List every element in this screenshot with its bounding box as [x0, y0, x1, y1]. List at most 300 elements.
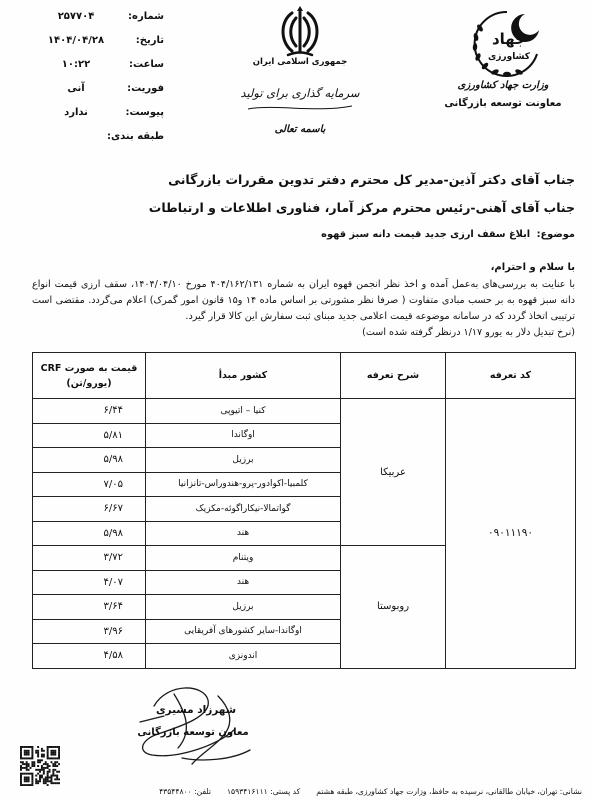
qr-module: [20, 765, 22, 767]
qr-module: [28, 763, 30, 765]
qr-module: [54, 782, 56, 784]
qr-module: [47, 757, 49, 759]
qr-module: [22, 763, 24, 765]
meta-value: ندارد: [64, 106, 88, 118]
qr-module: [49, 780, 51, 782]
qr-module: [41, 748, 43, 750]
qr-module: [52, 750, 54, 752]
qr-module: [26, 761, 28, 763]
qr-module: [54, 761, 56, 763]
footer-phone: [159, 786, 211, 798]
year-slogan: سرمایه گذاری برای تولید: [240, 86, 360, 100]
qr-module: [39, 761, 41, 763]
qr-module: [31, 765, 33, 767]
qr-module: [47, 765, 49, 767]
qr-module: [54, 775, 56, 777]
qr-module: [35, 752, 37, 754]
qr-module: [24, 754, 26, 756]
qr-module: [50, 761, 52, 763]
qr-module: [49, 757, 51, 759]
qr-module: [26, 776, 28, 778]
emblem-strokes: [283, 12, 317, 55]
qr-module: [50, 746, 52, 748]
qr-module: [52, 757, 54, 759]
qr-module: [35, 750, 37, 752]
qr-module: [47, 771, 49, 773]
iran-emblem-icon: [270, 6, 330, 58]
meta-label: طبقه بندی:: [106, 130, 164, 142]
qr-module: [31, 754, 33, 756]
qr-module: [24, 776, 26, 778]
qr-module: [31, 763, 33, 765]
qr-module: [43, 763, 45, 765]
qr-module: [20, 748, 22, 750]
qr-module: [41, 750, 43, 752]
qr-module: [54, 769, 56, 771]
qr-module: [47, 754, 49, 756]
letter-body: [32, 277, 575, 341]
qr-module: [28, 769, 30, 771]
qr-module: [58, 756, 60, 758]
qr-module: [24, 757, 26, 759]
origin-cell: اندونزی: [146, 644, 341, 669]
qr-module: [28, 746, 30, 748]
qr-module: [31, 761, 33, 763]
recipients: [17, 166, 575, 222]
qr-module: [35, 782, 37, 784]
qr-module: [49, 776, 51, 778]
qr-module: [28, 750, 30, 752]
qr-module: [20, 769, 22, 771]
qr-module: [20, 776, 22, 778]
qr-module: [41, 767, 43, 769]
qr-module: [39, 759, 41, 761]
qr-module: [26, 757, 28, 759]
qr-module: [24, 773, 26, 775]
qr-module: [43, 780, 45, 782]
qr-module: [54, 752, 56, 754]
qr-module: [28, 773, 30, 775]
qr-module: [35, 769, 37, 771]
qr-module: [37, 782, 39, 784]
footer-phone-label: تلفن:: [194, 787, 211, 796]
price-cell: ۶/۶۷: [33, 497, 146, 522]
qr-module: [58, 771, 60, 773]
qr-module: [20, 757, 22, 759]
qr-module: [26, 763, 28, 765]
qr-module: [28, 752, 30, 754]
qr-module: [47, 746, 49, 748]
qr-module: [43, 771, 45, 773]
meta-attachment: [42, 100, 164, 124]
qr-module: [22, 784, 24, 786]
qr-module: [39, 775, 41, 777]
qr-module: [47, 752, 49, 754]
body-paragraph: با عنایت به بررسی‌های به‌عمل آمده و اخذ نظر انجمن قهوه ایران به شماره ۴۰۴/۱۶۲/۱۳۱ مورخ ۱۴۰۴/۰۴/۱۰، سقف ارزی قیمت انواع دانه سبز قهوه به بر حسب مبادی متفاوت ( صرفا نظر مشورتی بر اساس ماده ۱۴ و۱۵ قانون امور گمرک) اعلام می‌گردد. مقتضی است ترتیبی اتخاذ گردد که در سامانه موضوعه قیمت اعلامی جدید مبنای ثبت سفارش این کالا قرار گیرد.: [32, 279, 575, 322]
qr-module: [26, 765, 28, 767]
qr-module: [47, 776, 49, 778]
qr-module: [58, 746, 60, 748]
qr-module: [58, 778, 60, 780]
qr-module: [41, 769, 43, 771]
qr-module: [47, 775, 49, 777]
qr-module: [54, 763, 56, 765]
qr-module: [56, 746, 58, 748]
slogan-flourish: [246, 103, 354, 113]
qr-module: [45, 767, 47, 769]
qr-module: [26, 784, 28, 786]
price-cell: ۳/۶۴: [33, 595, 146, 620]
price-cell: ۵/۹۸: [33, 521, 146, 546]
qr-module: [37, 780, 39, 782]
price-cell: ۴/۰۷: [33, 570, 146, 595]
qr-module: [37, 765, 39, 767]
qr-module: [58, 757, 60, 759]
qr-module: [28, 754, 30, 756]
qr-module: [58, 748, 60, 750]
qr-module: [26, 780, 28, 782]
qr-module: [49, 765, 51, 767]
qr-module: [20, 782, 22, 784]
qr-module: [30, 767, 32, 769]
qr-module: [52, 773, 54, 775]
qr-module: [26, 773, 28, 775]
qr-module: [26, 778, 28, 780]
department-name: معاونت توسعه بازرگانی: [444, 98, 562, 109]
qr-module: [43, 782, 45, 784]
qr-module: [37, 756, 39, 758]
qr-module: [41, 756, 43, 758]
qr-module: [22, 773, 24, 775]
meta-value: ۱۰:۲۲: [61, 58, 91, 70]
qr-module: [31, 748, 33, 750]
exchange-rate-note: (نرخ تبدیل دلار به یورو ۱/۱۷ درنظر گرفته شده است): [362, 327, 575, 338]
footer-postal: [227, 786, 300, 798]
ministry-name: وزارت جهاد کشاورزی: [457, 80, 549, 91]
meta-label: شماره:: [128, 10, 164, 22]
qr-module: [41, 775, 43, 777]
qr-module: [56, 776, 58, 778]
table-row: [33, 399, 576, 424]
qr-module: [37, 752, 39, 754]
qr-module: [58, 754, 60, 756]
qr-module: [50, 750, 52, 752]
qr-module: [20, 778, 22, 780]
qr-module: [56, 761, 58, 763]
qr-module: [24, 784, 26, 786]
header-origin-country: کشور مبدأ: [146, 353, 341, 399]
meta-classification: [42, 124, 164, 148]
qr-module: [54, 746, 56, 748]
qr-module: [33, 761, 35, 763]
logo-text-line1: جهاد: [491, 30, 527, 48]
qr-module: [26, 750, 28, 752]
qr-module: [52, 754, 54, 756]
signer-title: معاون توسعه بازرگانی: [137, 727, 249, 738]
qr-code: [20, 746, 60, 786]
tariff-code-cell: ۰۹۰۱۱۱۹۰: [446, 399, 576, 669]
flourish-stroke: [248, 106, 352, 109]
qr-module: [37, 769, 39, 771]
qr-module: [58, 750, 60, 752]
qr-module: [41, 765, 43, 767]
qr-module: [52, 746, 54, 748]
qr-module: [24, 746, 26, 748]
qr-module: [54, 757, 56, 759]
qr-module: [31, 757, 33, 759]
qr-module: [20, 754, 22, 756]
meta-label: ساعت:: [128, 58, 164, 70]
origin-cell: هند: [146, 521, 341, 546]
qr-module: [54, 765, 56, 767]
qr-module: [56, 765, 58, 767]
footer-phone-number: ۴۳۵۴۴۸۰۰: [159, 787, 192, 796]
qr-module: [28, 776, 30, 778]
qr-module: [31, 780, 33, 782]
qr-module: [31, 756, 33, 758]
qr-module: [24, 763, 26, 765]
meta-label: فوریت:: [127, 82, 164, 94]
qr-module: [22, 757, 24, 759]
origin-cell: برزیل: [146, 448, 341, 473]
qr-module: [45, 778, 47, 780]
qr-module: [50, 776, 52, 778]
qr-module: [33, 765, 35, 767]
qr-module: [26, 769, 28, 771]
qr-module: [50, 752, 52, 754]
qr-module: [58, 782, 60, 784]
qr-module: [45, 780, 47, 782]
qr-module: [22, 767, 24, 769]
origin-cell: گواتمالا-نیکاراگوئه-مکزیک: [146, 497, 341, 522]
meta-urgency: [42, 76, 164, 100]
qr-module: [52, 775, 54, 777]
qr-module: [47, 750, 49, 752]
qr-module: [43, 767, 45, 769]
qr-module: [43, 778, 45, 780]
qr-module: [20, 773, 22, 775]
meta-label: تاریخ:: [135, 34, 164, 46]
meta-date: [42, 28, 164, 52]
qr-module: [52, 763, 54, 765]
qr-module: [37, 754, 39, 756]
qr-module: [50, 778, 52, 780]
qr-module: [20, 767, 22, 769]
signer-name: شهرزاد مشیری: [155, 704, 237, 716]
meta-value: ۱۴۰۴/۰۴/۲۸: [47, 34, 105, 46]
subject-label: موضوع:: [536, 229, 575, 240]
qr-module: [52, 769, 54, 771]
emblem-caption: جمهوری اسلامی ایران: [252, 57, 348, 67]
qr-module: [37, 773, 39, 775]
qr-module: [28, 778, 30, 780]
qr-module: [31, 752, 33, 754]
qr-module: [30, 746, 32, 748]
tariff-group-cell: عربیکا: [341, 399, 446, 546]
tariff-group-cell: روبوستا: [341, 546, 446, 669]
qr-module: [39, 769, 41, 771]
meta-number: [42, 4, 164, 28]
origin-cell: اوگاندا-سایر کشورهای آفریقایی: [146, 619, 341, 644]
qr-module: [50, 775, 52, 777]
qr-module: [52, 765, 54, 767]
price-cell: ۴/۵۸: [33, 644, 146, 669]
qr-module: [50, 757, 52, 759]
qr-module: [31, 782, 33, 784]
qr-module: [28, 780, 30, 782]
qr-module: [54, 754, 56, 756]
qr-module: [41, 759, 43, 761]
qr-module: [50, 782, 52, 784]
greeting: با سلام و احترام،: [490, 262, 575, 273]
logo-text-line2: کشاورزی: [488, 52, 530, 62]
header-tariff-code: کد تعرفه: [446, 353, 576, 399]
qr-module: [24, 752, 26, 754]
qr-module: [35, 780, 37, 782]
qr-module: [37, 746, 39, 748]
price-cell: ۵/۹۸: [33, 448, 146, 473]
qr-module: [31, 776, 33, 778]
qr-module: [47, 773, 49, 775]
qr-module: [52, 771, 54, 773]
qr-module: [37, 761, 39, 763]
qr-module: [41, 754, 43, 756]
jihad-agriculture-logo-icon: [467, 6, 547, 80]
qr-module: [33, 763, 35, 765]
qr-module: [47, 763, 49, 765]
price-cell: ۷/۰۵: [33, 472, 146, 497]
qr-module: [31, 784, 33, 786]
qr-module: [43, 769, 45, 771]
signature-strokes: [140, 688, 250, 764]
origin-cell: کنیا – اتیوپی: [146, 399, 341, 424]
qr-module: [20, 761, 22, 763]
qr-module: [56, 771, 58, 773]
table-header-row: [33, 353, 576, 399]
qr-module: [20, 746, 22, 748]
qr-module: [30, 773, 32, 775]
qr-module: [26, 767, 28, 769]
qr-module: [54, 750, 56, 752]
qr-module: [26, 746, 28, 748]
qr-module: [24, 780, 26, 782]
price-cell: ۶/۴۴: [33, 399, 146, 424]
qr-module: [56, 757, 58, 759]
origin-cell: هند: [146, 570, 341, 595]
qr-module: [43, 750, 45, 752]
qr-module: [50, 754, 52, 756]
header-price-unit: (یورو/تن): [66, 377, 112, 389]
recipient-line: جناب آقای آهنی-رئیس محترم مرکز آمار، فناوری اطلاعات و ارتباطات: [148, 200, 575, 215]
qr-module: [47, 784, 49, 786]
qr-module: [47, 748, 49, 750]
qr-module: [45, 761, 47, 763]
invocation: باسمه تعالی: [274, 124, 326, 135]
qr-module: [20, 784, 22, 786]
qr-module: [30, 757, 32, 759]
origin-cell: ویتنام: [146, 546, 341, 571]
header-price-crf: [33, 353, 146, 399]
qr-module: [26, 754, 28, 756]
qr-module: [20, 752, 22, 754]
origin-cell: اوگاندا: [146, 423, 341, 448]
qr-module: [54, 778, 56, 780]
qr-module: [39, 778, 41, 780]
footer-postal-code: ۱۵۹۳۴۱۶۱۱۱: [226, 787, 268, 796]
qr-module: [24, 778, 26, 780]
qr-module: [35, 778, 37, 780]
qr-module: [45, 776, 47, 778]
qr-module: [22, 761, 24, 763]
qr-module: [45, 763, 47, 765]
meta-value: ۲۵۷۷۰۴: [57, 10, 95, 22]
qr-module: [37, 759, 39, 761]
origin-cell: برزیل: [146, 595, 341, 620]
footer-postal-label: کد پستی:: [270, 787, 301, 796]
qr-module: [49, 769, 51, 771]
qr-module: [30, 784, 32, 786]
qr-module: [58, 763, 60, 765]
qr-module: [24, 767, 26, 769]
price-cell: ۳/۹۶: [33, 619, 146, 644]
qr-module: [39, 771, 41, 773]
origin-cell: کلمبیا-اکوادور-پرو-هندوراس-تانزانیا: [146, 472, 341, 497]
meta-value: آنی: [67, 82, 85, 94]
letter-meta: [42, 4, 164, 148]
qr-module: [22, 746, 24, 748]
price-cell: ۵/۸۱: [33, 423, 146, 448]
qr-module: [47, 756, 49, 758]
qr-module: [28, 784, 30, 786]
qr-module: [31, 746, 33, 748]
qr-module: [31, 778, 33, 780]
qr-module: [47, 767, 49, 769]
qr-module: [56, 775, 58, 777]
qr-module: [28, 765, 30, 767]
meta-label: پیوست:: [125, 106, 164, 118]
qr-module: [49, 771, 51, 773]
qr-module: [39, 776, 41, 778]
qr-module: [31, 750, 33, 752]
qr-module: [58, 752, 60, 754]
qr-module: [31, 773, 33, 775]
qr-module: [20, 756, 22, 758]
qr-module: [31, 775, 33, 777]
qr-module: [20, 750, 22, 752]
qr-module: [52, 782, 54, 784]
qr-module: [45, 782, 47, 784]
header-price-label: قیمت به صورت CRF: [40, 362, 138, 374]
header-tariff-description: شرح تعرفه: [341, 353, 446, 399]
qr-module: [35, 775, 37, 777]
qr-module: [39, 780, 41, 782]
qr-module: [20, 780, 22, 782]
qr-module: [50, 780, 52, 782]
qr-module: [26, 752, 28, 754]
qr-module: [47, 780, 49, 782]
qr-module: [20, 775, 22, 777]
qr-module: [41, 776, 43, 778]
tariff-table: [32, 352, 576, 669]
signature-scribble: [122, 676, 262, 768]
subject-text: ابلاغ سقف ارزی جدید قیمت دانه سبز قهوه: [321, 229, 531, 240]
recipient-line: جناب آقای دکتر آذین-مدیر کل محترم دفتر تدوین مقررات بازرگانی: [168, 172, 575, 187]
qr-module: [43, 754, 45, 756]
qr-module: [56, 778, 58, 780]
qr-module: [47, 778, 49, 780]
qr-module: [43, 773, 45, 775]
meta-time: [42, 52, 164, 76]
